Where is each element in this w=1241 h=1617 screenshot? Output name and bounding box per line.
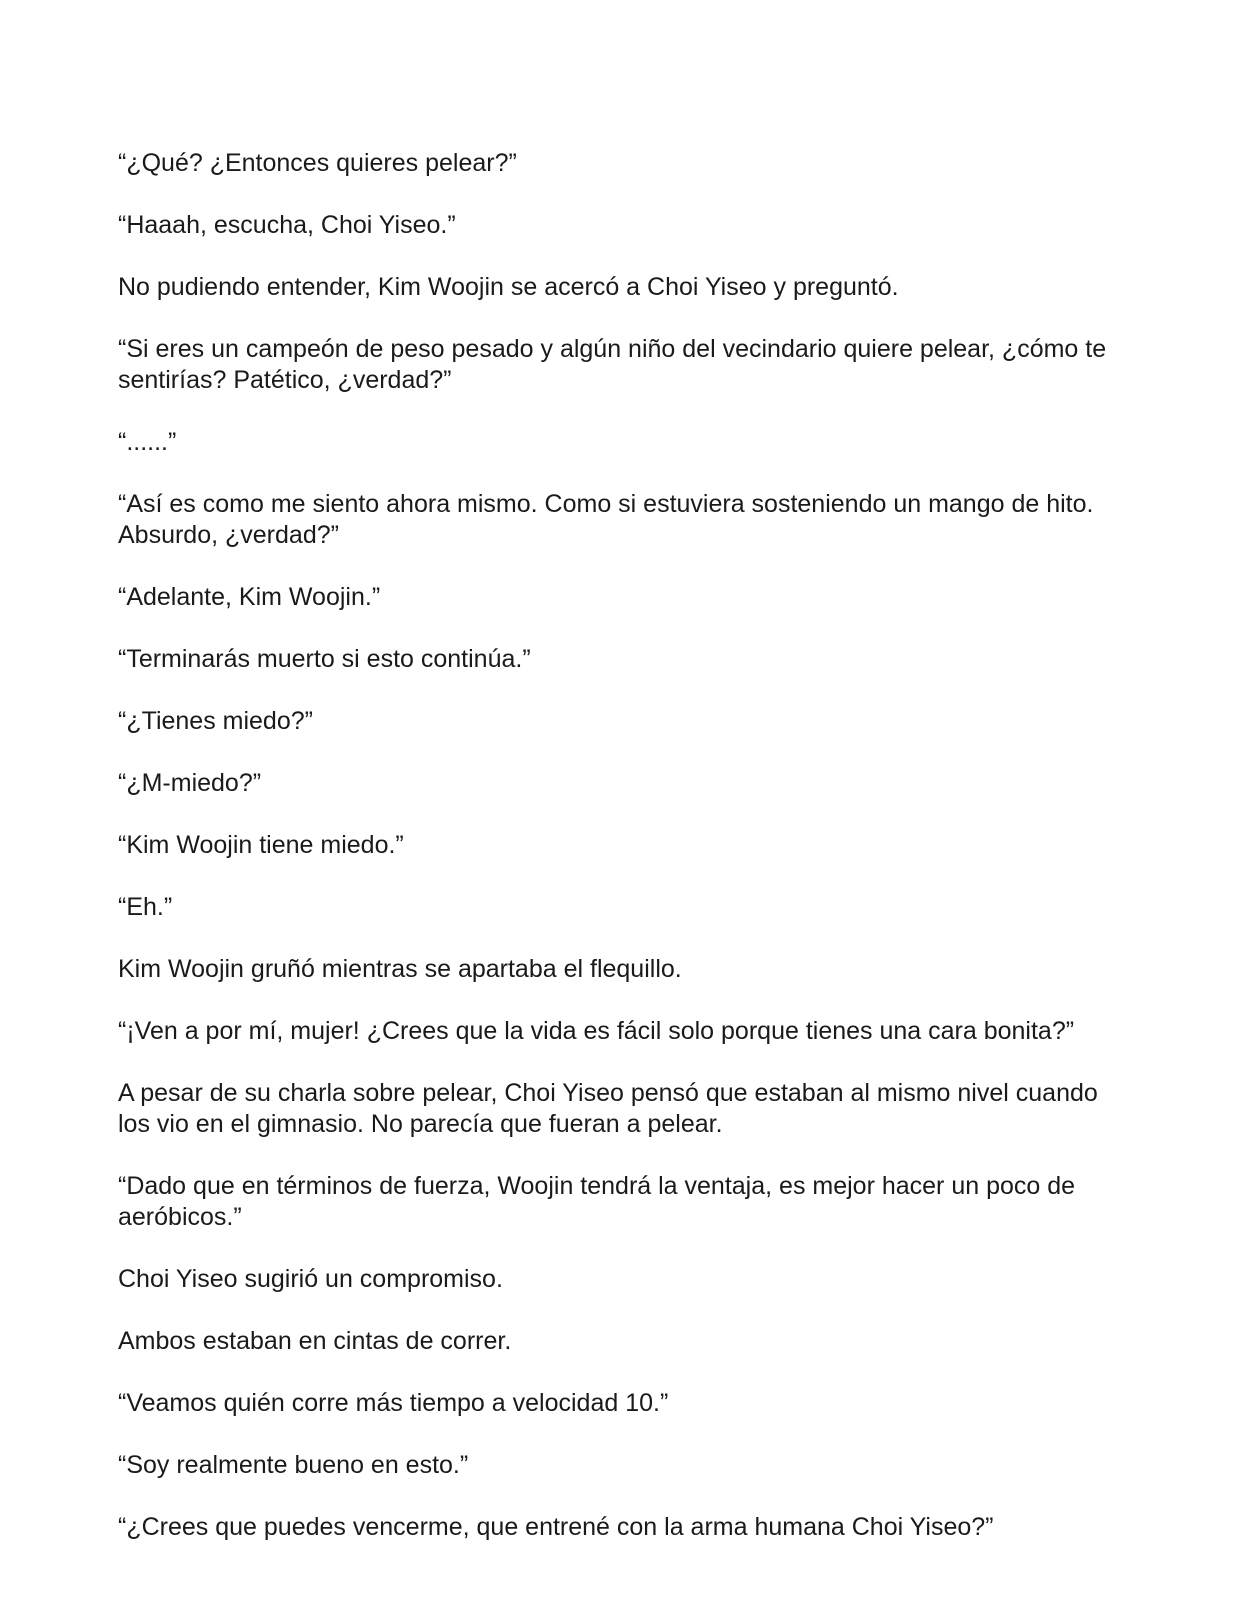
- paragraph: Choi Yiseo sugirió un compromiso.: [118, 1265, 503, 1293]
- paragraph: A pesar de su charla sobre pelear, Choi Yiseo pensó que estaban al mismo nivel cuando los vio en el gimnasio. No parecía que fueran a pelear.: [118, 1079, 1098, 1138]
- paragraph: “Veamos quién corre más tiempo a velocidad 10.”: [118, 1389, 669, 1417]
- paragraph: “......”: [118, 428, 177, 456]
- paragraph: “Kim Woojin tiene miedo.”: [118, 831, 404, 859]
- paragraph: “Si eres un campeón de peso pesado y algún niño del vecindario quiere pelear, ¿cómo te sentirías? Patético, ¿verdad?”: [118, 335, 1107, 394]
- paragraph: Ambos estaban en cintas de correr.: [118, 1327, 512, 1355]
- paragraph: “Terminarás muerto si esto continúa.”: [118, 645, 531, 673]
- paragraph: “¿Crees que puedes vencerme, que entrené con la arma humana Choi Yiseo?”: [118, 1513, 994, 1541]
- paragraph: “Adelante, Kim Woojin.”: [118, 583, 381, 611]
- paragraph: “Soy realmente bueno en esto.”: [118, 1451, 469, 1479]
- paragraph: “¿Qué? ¿Entonces quieres pelear?”: [118, 149, 517, 177]
- paragraph: “Haaah, escucha, Choi Yiseo.”: [118, 211, 456, 239]
- paragraph: Kim Woojin gruñó mientras se apartaba el flequillo.: [118, 955, 682, 983]
- document-body: [118, 148, 1128, 1574]
- paragraph: “Dado que en términos de fuerza, Woojin tendrá la ventaja, es mejor hacer un poco de aeróbicos.”: [118, 1172, 1076, 1231]
- paragraph: “¿Tienes miedo?”: [118, 707, 313, 735]
- paragraph: “Eh.”: [118, 893, 173, 921]
- paragraph: No pudiendo entender, Kim Woojin se acercó a Choi Yiseo y preguntó.: [118, 273, 899, 301]
- paragraph: “¿M-miedo?”: [118, 769, 262, 797]
- paragraph: “Así es como me siento ahora mismo. Como si estuviera sosteniendo un mango de hito. Absurdo, ¿verdad?”: [118, 490, 1094, 549]
- paragraph: “¡Ven a por mí, mujer! ¿Crees que la vida es fácil solo porque tienes una cara bonita?”: [118, 1017, 1075, 1045]
